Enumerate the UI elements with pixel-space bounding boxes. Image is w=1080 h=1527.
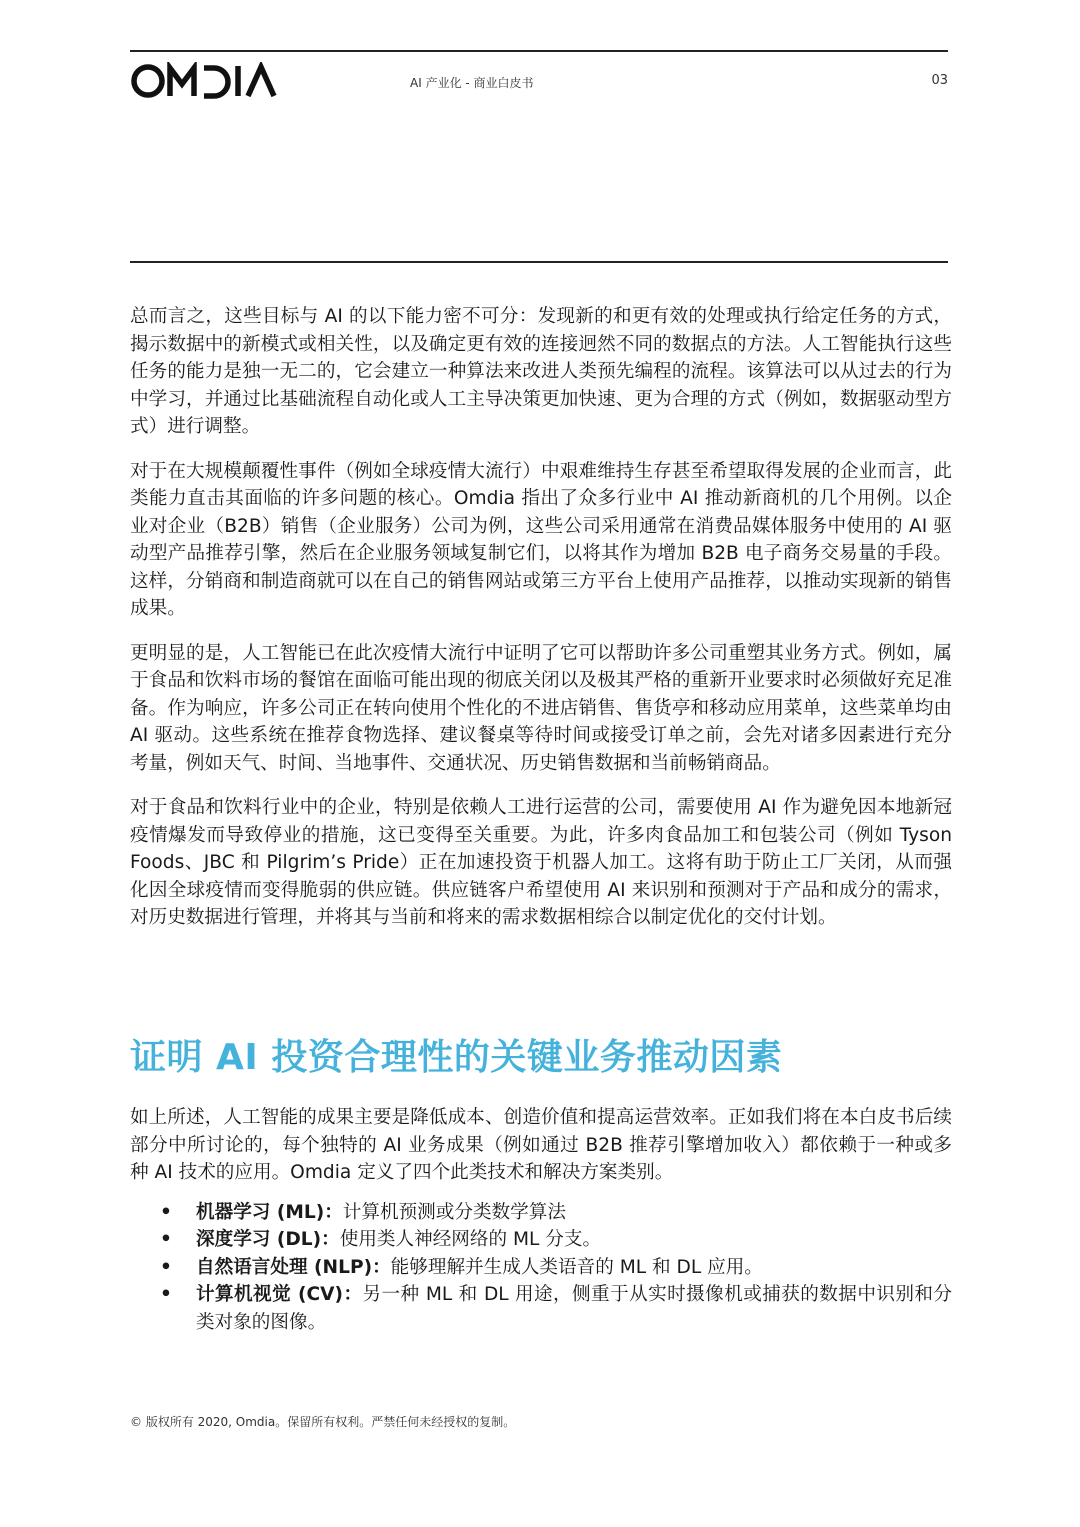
document-title: AI 产业化 - 商业白皮书: [410, 76, 534, 90]
list-item-desc: 使用类人神经网络的 ML 分支。: [339, 1229, 602, 1250]
header-bottom-rule: [130, 261, 948, 263]
page-number: 03: [931, 73, 948, 88]
section-heading: 证明 AI 投资合理性的关键业务推动因素: [130, 1037, 783, 1078]
list-item-desc: 另一种 ML 和 DL 用途，侧重于从实时摄像机或捕获的数据中识别和分类对象的图像。: [196, 1284, 952, 1333]
list-item-term: 自然语言处理 (NLP)：: [196, 1256, 391, 1278]
list-item: [130, 1254, 952, 1282]
copyright-footer: © 版权所有 2020, Omdia。保留所有权利。严禁任何未经授权的复制。: [130, 1415, 516, 1429]
bullet-icon: •: [160, 1284, 172, 1305]
list-item: [130, 1226, 952, 1254]
paragraph: 对于在大规模颠覆性事件（例如全球疫情大流行）中艰难维持生存甚至希望取得发展的企业而言，此类能力直击其面临的许多问题的核心。Omdia 指出了众多行业中 AI 推动新商机的几个用例。以企业对企业（B2B）销售（企业服务）公司为例，这些公司采用通常在消费品媒体服务中使用的 AI 驱动型产品推荐引擎，然后在企业服务领域复制它们，以将其作为增加 B2B 电子商务交易量的手段。这样，分销商和制造商就可以在自己的销售网站或第三方平台上使用产品推荐，以推动实现新的销售成果。: [130, 460, 952, 619]
paragraph: 更明显的是，人工智能已在此次疫情大流行中证明了它可以帮助许多公司重塑其业务方式。例如，属于食品和饮料市场的餐馆在面临可能出现的彻底关闭以及极其严格的重新开业要求时必须做好充足准备。作为响应，许多公司正在转向使用个性化的不进店销售、售货亭和移动应用菜单，这些菜单均由 AI 驱动。这些系统在推荐食物选择、建议餐桌等待时间或接受订单之前，会先对诸多因素进行充分考量，例如天气、时间、当地事件、交通状况、历史销售数据和当前畅销商品。: [130, 642, 952, 774]
list-item: [130, 1281, 952, 1336]
header-top-rule: [130, 50, 948, 52]
list-item: [130, 1199, 952, 1227]
list-item-term: 计算机视觉 (CV)：: [196, 1284, 363, 1305]
section-intro: 如上所述，人工智能的成果主要是降低成本、创造价值和提高运营效率。正如我们将在本白皮书后续部分中所讨论的，每个独特的 AI 业务成果（例如通过 B2B 推荐引擎增加收入）都依赖于一种或多种 AI 技术的应用。Omdia 定义了四个此类技术和解决方案类别。: [130, 1107, 952, 1183]
body-text: [130, 303, 952, 949]
list-item-desc: 计算机预测或分类数学算法: [342, 1201, 566, 1223]
bullet-icon: •: [160, 1229, 172, 1250]
list-item-desc: 能够理解并生成人类语音的 ML 和 DL 应用。: [390, 1256, 763, 1278]
list-item-term: 机器学习 (ML)：: [196, 1201, 343, 1223]
list-item-term: 深度学习 (DL)：: [196, 1229, 340, 1250]
omdia-logo: [130, 62, 278, 100]
paragraph: 对于食品和饮料行业中的企业，特别是依赖人工进行运营的公司，需要使用 AI 作为避免因本地新冠疫情爆发而导致停业的措施，这已变得至关重要。为此，许多肉食品加工和包装公司（例如 Tyson Foods、JBC 和 Pilgrim’s Pride）正在加速投资于机器人加工。这将有助于防止工厂关闭，从而强化因全球疫情而变得脆弱的供应链。供应链客户希望使用 AI 来识别和预测对于产品和成分的需求，对历史数据进行管理，并将其与当前和将来的需求数据相综合以制定优化的交付计划。: [130, 797, 952, 928]
technology-list: [130, 1199, 952, 1337]
bullet-icon: •: [160, 1256, 172, 1278]
bullet-icon: •: [160, 1201, 172, 1223]
section-body: [130, 1104, 952, 1336]
paragraph: 总而言之，这些目标与 AI 的以下能力密不可分：发现新的和更有效的处理或执行给定任务的方式，揭示数据中的新模式或相关性，以及确定更有效的连接迥然不同的数据点的方法。人工智能执行这些任务的能力是独一无二的，它会建立一种算法来改进人类预先编程的流程。该算法可以从过去的行为中学习，并通过比基础流程自动化或人工主导决策更加快速、更为合理的方式（例如，数据驱动型方式）进行调整。: [130, 306, 952, 437]
